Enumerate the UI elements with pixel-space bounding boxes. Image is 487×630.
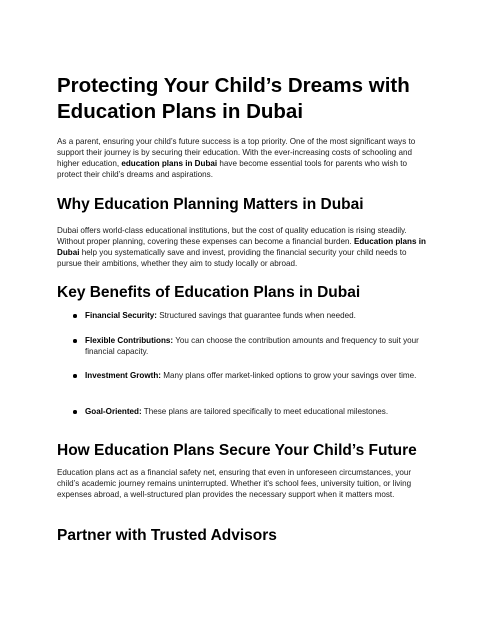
benefit-label: Goal-Oriented:: [85, 407, 142, 416]
benefit-label: Investment Growth:: [85, 371, 161, 380]
bullet-icon: [73, 374, 77, 378]
why-text-1: Dubai offers world-class educational institutions, but the cost of quality education is rising steadily. Without proper planning, covering these expenses can become a financial burden.: [57, 226, 407, 246]
intro-bold-keyword: education plans in Dubai: [121, 159, 218, 168]
why-paragraph: [57, 225, 432, 269]
intro-paragraph: [57, 136, 432, 180]
benefit-text: [85, 406, 431, 417]
why-text-2: help you systematically save and invest, providing the financial security your child needs to pursue their ambitions, whether they aim to study locally or abroad.: [57, 248, 407, 268]
how-heading: How Education Plans Secure Your Child’s Future: [57, 442, 417, 459]
intro-text-1: As a parent, ensuring your child’s future success is a top priority. One of the most significant ways to support their journey is by securing their education. With the ever-increasing costs of schooling and higher education,: [57, 137, 416, 168]
why-heading: Why Education Planning Matters in Dubai: [57, 196, 364, 213]
benefit-description: These plans are tailored specifically to meet educational milestones.: [141, 407, 389, 416]
bullet-icon: [73, 314, 77, 318]
benefit-text: [85, 335, 431, 357]
how-paragraph: Education plans act as a financial safety net, ensuring that even in unforeseen circumstances, your child’s academic journey remains uninterrupted. Whether it's school fees, university tuition, or living expenses abroad, a well-structured plan provides the necessary support when it matters most.: [57, 468, 412, 499]
bullet-icon: [73, 339, 77, 343]
benefit-text: [85, 370, 431, 381]
benefit-description: You can choose the contribution amounts and frequency to suit your financial capacity.: [85, 336, 419, 356]
intro-text-2: have become essential tools for parents who wish to protect their child’s dreams and aspirations.: [57, 159, 408, 179]
why-bold-keyword: Education plans in Dubai: [57, 237, 426, 257]
document-title: Protecting Your Child’s Dreams with Education Plans in Dubai: [57, 74, 410, 123]
benefit-label: Flexible Contributions:: [85, 336, 174, 345]
benefits-heading: Key Benefits of Education Plans in Dubai: [57, 284, 361, 301]
benefit-label: Financial Security:: [85, 311, 157, 320]
partner-heading: Partner with Trusted Advisors: [57, 527, 277, 544]
benefit-description: Structured savings that guarantee funds when needed.: [156, 311, 356, 320]
benefit-text: [85, 310, 431, 321]
benefit-description: Many plans offer market-linked options to grow your savings over time.: [161, 371, 417, 380]
bullet-icon: [73, 410, 77, 414]
